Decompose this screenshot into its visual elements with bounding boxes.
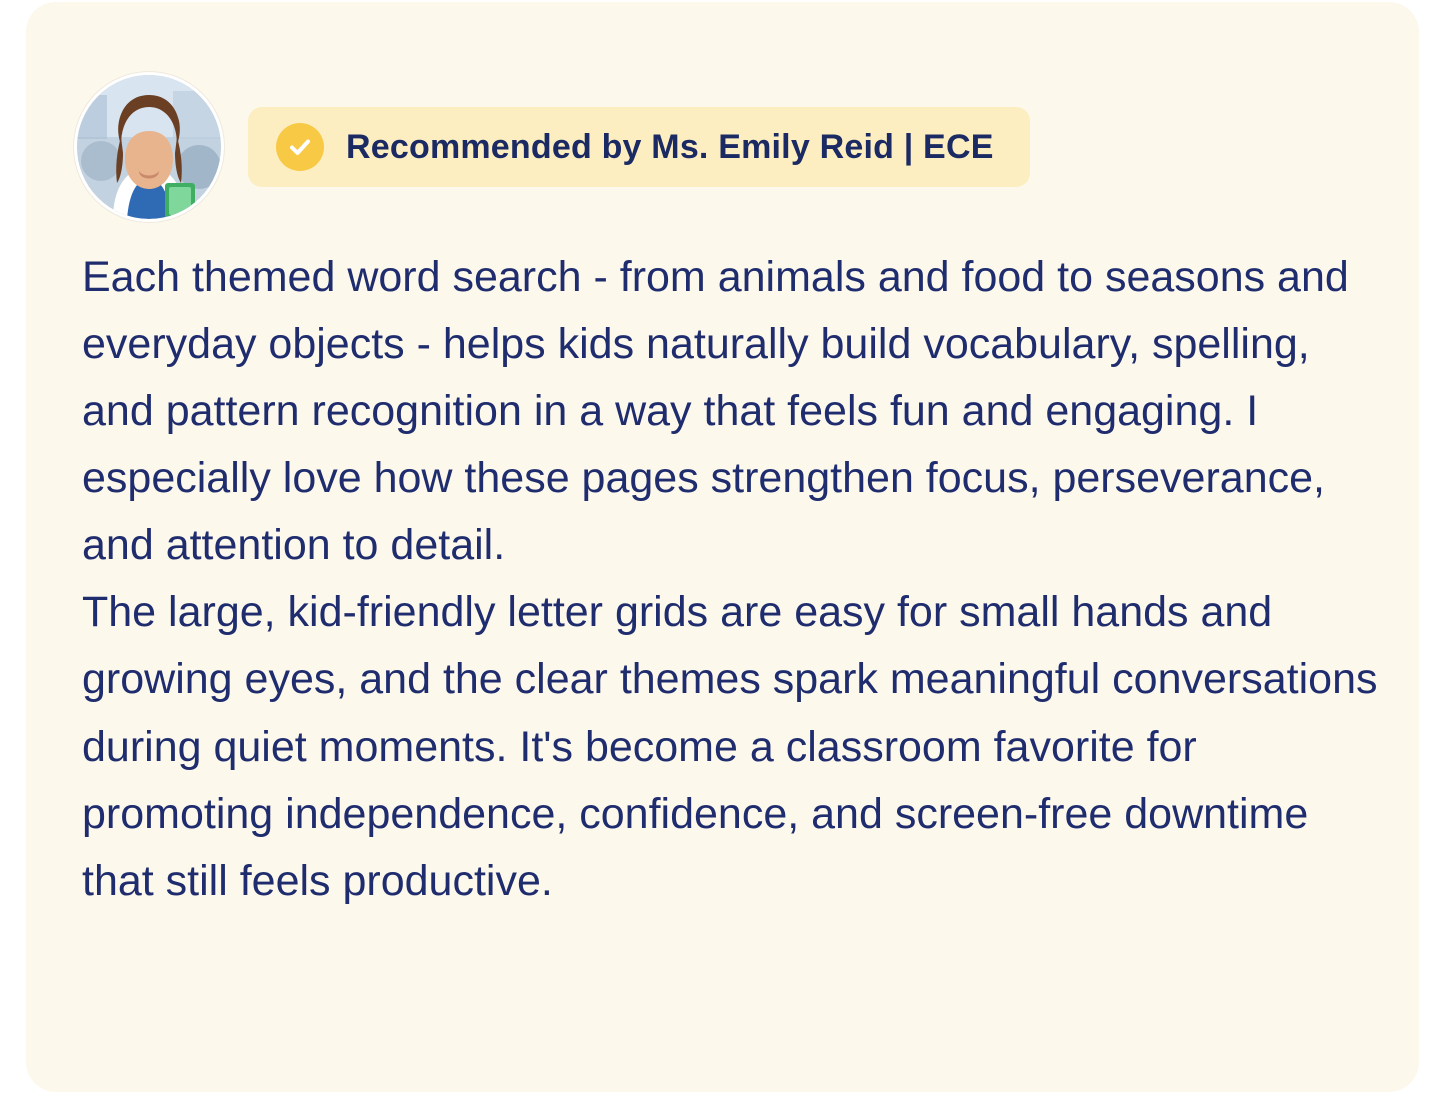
recommendation-body bbox=[26, 222, 1419, 915]
recommendation-badge-label: Recommended by Ms. Emily Reid | ECE bbox=[346, 127, 994, 166]
check-circle-icon bbox=[276, 123, 324, 171]
recommendation-paragraph-2: The large, kid-friendly letter grids are easy for small hands and growing eyes, and the clear themes spark meaningful conversations during quiet moments. It's become a classroom favorite for promoting independence, confidence, and screen-free downtime that still feels productive. bbox=[82, 588, 1378, 905]
avatar bbox=[74, 72, 224, 222]
recommendation-card bbox=[26, 2, 1419, 1092]
recommendation-badge bbox=[248, 107, 1030, 187]
recommendation-paragraph-1: Each themed word search - from animals and food to seasons and everyday objects - helps kids naturally build vocabulary, spelling, and pattern recognition in a way that feels fun and engaging. I especially love how these pages strengthen focus, perseverance, and attention to detail. bbox=[82, 253, 1349, 570]
recommendation-header bbox=[26, 2, 1419, 222]
